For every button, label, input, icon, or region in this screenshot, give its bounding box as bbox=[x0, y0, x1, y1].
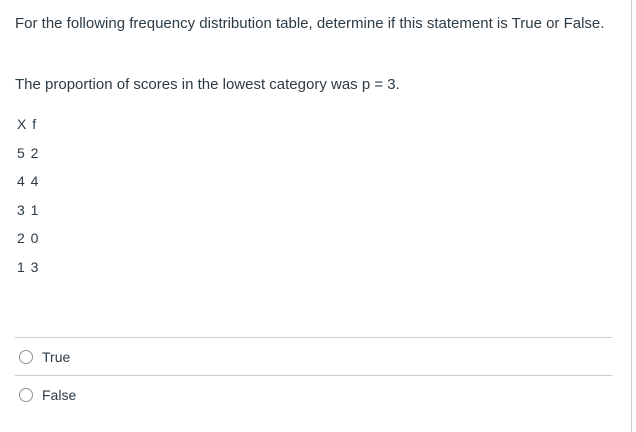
answer-label-true: True bbox=[42, 348, 71, 365]
question-text: For the following frequency distribution table, determine if this statement is True or False. bbox=[15, 15, 605, 32]
answer-option-true[interactable] bbox=[15, 337, 612, 375]
radio-button-true[interactable] bbox=[19, 350, 33, 364]
table-row: 4 4 bbox=[17, 173, 40, 189]
answer-label-false: False bbox=[42, 386, 77, 403]
table-row: 3 1 bbox=[17, 201, 40, 218]
question-prompt bbox=[15, 12, 615, 36]
radio-button-false[interactable] bbox=[19, 388, 33, 402]
table-row: 2 0 bbox=[17, 230, 40, 246]
table-header: X f bbox=[17, 116, 38, 132]
answer-options bbox=[15, 337, 612, 413]
frequency-table bbox=[17, 112, 39, 283]
table-row: 1 3 bbox=[17, 258, 40, 275]
answer-option-false[interactable] bbox=[15, 375, 612, 413]
question-statement: The proportion of scores in the lowest category was p = 3. bbox=[15, 76, 400, 93]
table-row: 5 2 bbox=[17, 144, 40, 161]
